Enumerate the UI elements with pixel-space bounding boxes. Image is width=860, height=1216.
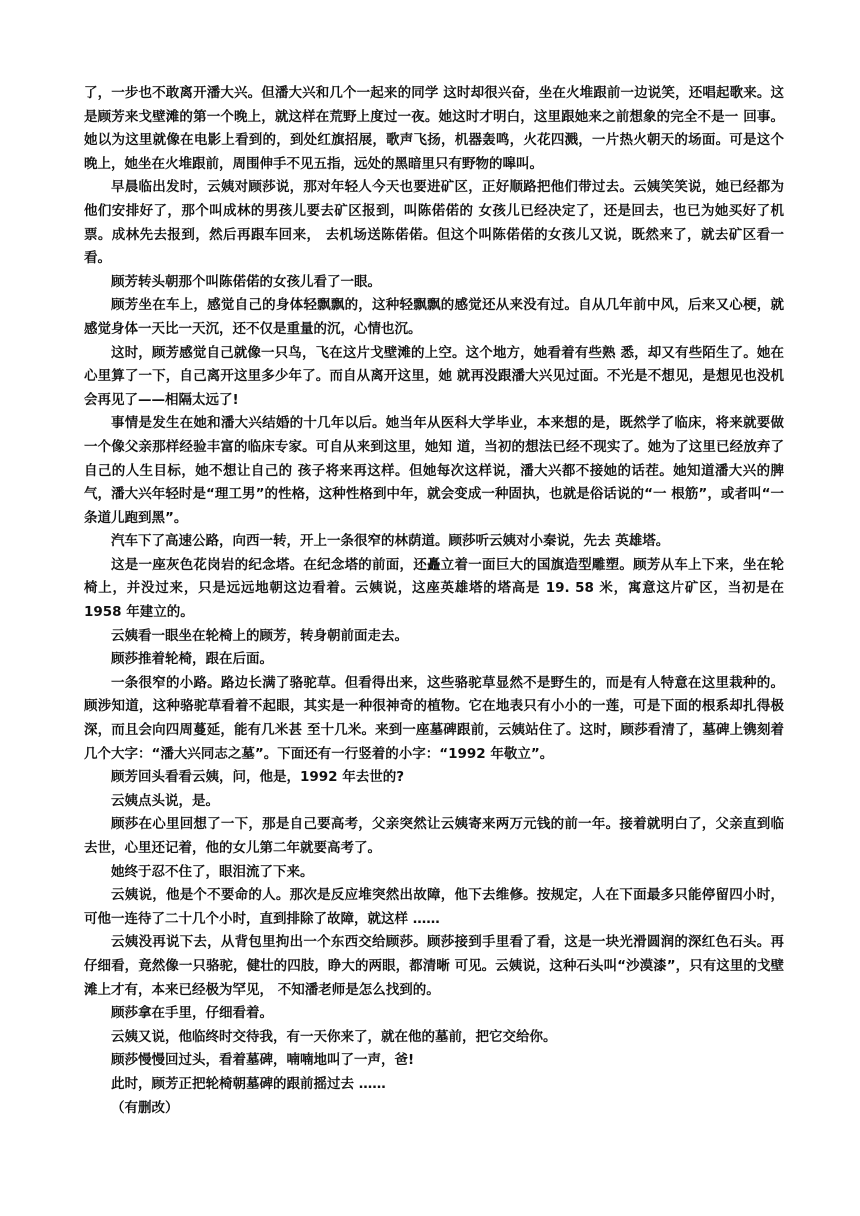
paragraph: 顾莎拿在手里，仔细看着。 <box>111 1005 273 1022</box>
paragraph: 云姨点头说，是。 <box>111 792 219 809</box>
paragraph: 一条很窄的小路。路边长满了骆驼草。但看得出来，这些骆驼草显然不是野生的，而是有人特意在这里栽种的。顾涉知道，这种骆驼草看着不起眼，其实是一种很神奇的植物。它在地表只有小小的一莲，可是下面的根系却扎得极深，而且会向四周蔓延，能有几米甚 至十几米。来到一座墓碑跟前，云姨站住了。这时，顾莎看清了，墓碑上镌刻着几个大字：“潘大兴同志之墓”。下面还有一行竖着的小字：“1992 年敬立”。 <box>84 674 784 762</box>
paragraph: 顾莎慢慢回过头，看着墓碑，喃喃地叫了一声，爸! <box>111 1052 415 1069</box>
paragraph: 顾芳转头朝那个叫陈偌偌的女孩儿看了一眼。 <box>111 273 381 290</box>
paragraph: 云姨说，他是个不要命的人。那次是反应堆突然出故障，他下去维修。按规定，人在下面最多只能停留四小时，可他一连待了二十几个小时，直到排除了故障，就这样 …… <box>84 887 784 927</box>
paragraph: 顾莎在心里回想了一下，那是自己要高考，父亲突然让云姨寄来两万元钱的前一年。接着就明白了，父亲直到临去世，心里还记着，他的女儿第二年就要高考了。 <box>84 816 784 856</box>
paragraph: 顾莎推着轮椅，跟在后面。 <box>111 651 273 668</box>
paragraph: 这时，顾芳感觉自己就像一只鸟，飞在这片戈壁滩的上空。这个地方，她看着有些熟 悉，却又有些陌生了。她在心里算了一下，自己离开这里多少年了。而自从离开这里，她 就再没跟潘大兴见过面。不光是不想见，是想见也没机会再见了——相隔太远了! <box>84 344 784 408</box>
paragraph: 云姨又说，他临终时交待我，有一天你来了，就在他的墓前，把它交给你。 <box>111 1028 557 1045</box>
paragraph: 这是一座灰色花岗岩的纪念塔。在纪念塔的前面，还矗立着一面巨大的国旗造型雕塑。顾芳从车上下来，坐在轮椅上，并没过来，只是远远地朝这边看着。云姨说，这座英雄塔的塔高是 19. 58 米，寓意这片矿区，当初是在 1958 年建立的。 <box>84 556 784 621</box>
paragraph: 云姨没再说下去，从背包里拘出一个东西交给顾莎。顾莎接到手里看了看，这是一块光滑圆润的深红色石头。再仔细看，竟然像一只骆驼，健壮的四肢，睁大的两眼，都清晰 可见。云姨说，这种石头叫“沙漠漆”，只有这里的戈壁滩上才有，本来已经极为罕见， 不知潘老师是怎么找到的。 <box>84 934 784 998</box>
paragraph: 顾芳回头看看云姨，问，他是，1992 年去世的? <box>111 769 405 786</box>
paragraph: 早晨临出发时，云姨对顾莎说，那对年轻人今天也要进矿区，正好顺路把他们带过去。云姨笑笑说，她已经都为他们安排好了，那个叫成林的男孩儿要去矿区报到，叫陈偌偌的 女孩儿已经决定了，还是回去，也已为她买好了机票。成林先去报到，然后再跟车回来， 去机场送陈偌偌。但这个叫陈偌偌的女孩儿又说，既然来了，就去矿区看一看。 <box>84 179 784 267</box>
source-note: （有删改） <box>111 1099 179 1116</box>
paragraph: 了，一步也不敢离开潘大兴。但潘大兴和几个一起来的同学 这时却很兴奋，坐在火堆跟前一边说笑，还唱起歌来。这是顾芳来戈壁滩的第一个晚上，就这样在荒野上度过一夜。她这时才明白，这里跟她来之前想象的完全不是一 回事。她以为这里就像在电影上看到的，到处红旗招展，歌声飞扬，机器轰鸣，火花四溅，一片热火朝天的场面。可是这个晚上，她坐在火堆跟前，周围伸手不见五指，远处的黑暗里只有野物的嗥叫。 <box>84 85 784 172</box>
paragraph: 顾芳坐在车上，感觉自己的身体轻飘飘的，这种轻飘飘的感觉还从来没有过。自从几年前中风，后来又心梗，就感觉身体一天比一天沉，还不仅是重量的沉，心情也沉。 <box>84 297 784 337</box>
paragraph: 事情是发生在她和潘大兴结婚的十几年以后。她当年从医科大学毕业，本来想的是，既然学了临床，将来就要做一个像父亲那样经验丰富的临床专家。可自从来到这里，她知 道，当初的想法已经不现实了。她为了这里已经放弃了自己的人生目标，她不想让自己的 孩子将来再这样。但她每次这样说，潘大兴都不接她的话茬。她知道潘大兴的脾气，潘大兴年轻时是“理工男”的性格，这种性格到中年，就会变成一种固执，也就是俗话说的“一 根筋”，或者叫“一条道儿跑到黑”。 <box>84 415 784 526</box>
paragraph: 汽车下了高速公路，向西一转，开上一条很窄的林荫道。顾莎听云姨对小秦说，先去 英雄塔。 <box>111 533 670 550</box>
paragraph: 她终于忍不住了，眼泪流了下来。 <box>111 863 314 880</box>
paragraph: 云姨看一眼坐在轮椅上的顾芳，转身朝前面走去。 <box>111 627 408 644</box>
article-body <box>84 82 784 1120</box>
paragraph: 此时，顾芳正把轮椅朝墓碑的跟前摇过去 …… <box>111 1075 386 1092</box>
